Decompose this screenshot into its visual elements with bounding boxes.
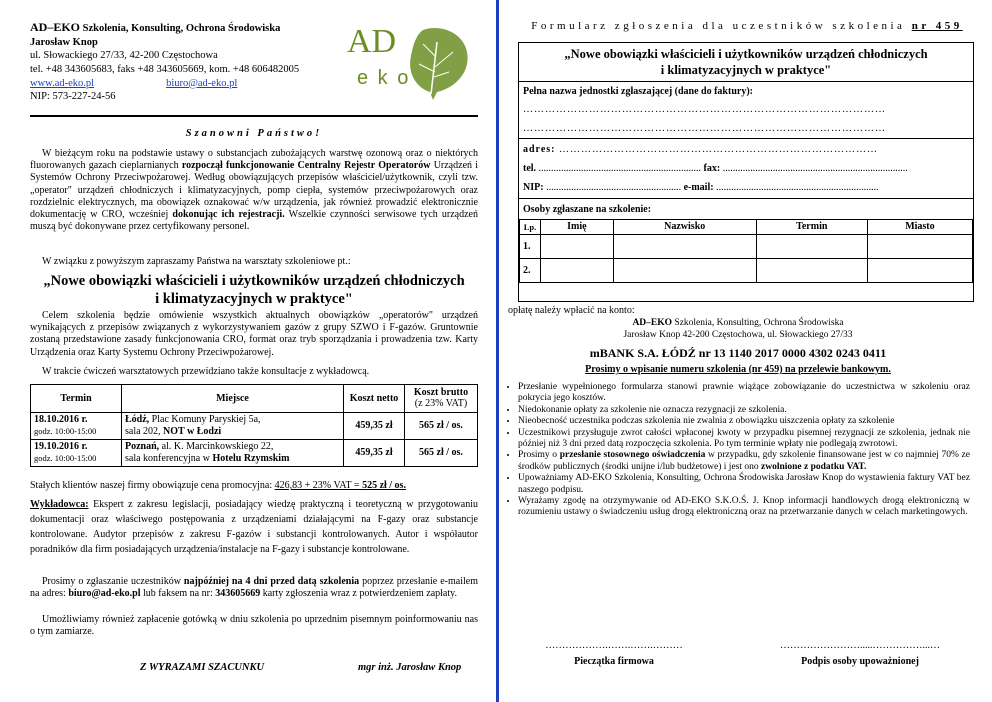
payee-address: Jarosław Knop 42-200 Częstochowa, ul. Słowackiego 27/33 <box>623 330 853 340</box>
form-header: Formularz zgłoszenia dla uczestników szkolenia nr 459 <box>531 20 963 32</box>
logo-text-ad: AD <box>347 23 397 60</box>
list-item: • Upoważniamy AD-EKO Szkolenia, Konsulting, Ochrona Środowiska Jarosław Knop do wystawienia faktury VAT bez naszego podpisu. <box>518 473 970 496</box>
table-row[interactable]: 2. <box>520 259 973 283</box>
goal-paragraph: Celem szkolenia będzie omówienie wszystkich aktualnych obowiązków „operatorów" urządzeń wynikających z przepisów związanych z wykorzystywaniem gazów z grupy SZWO i F-gazów. Gruntownie zostaną przedstawione zasady funkcjonowania CRO, format oraz tryb sporządzania i prowadzenia tzw. Karty Urządzenia oraz Karty Systemu Ochrony Przeciwpożarowej. <box>30 310 478 358</box>
unit-line-1[interactable]: ……………………………………………………………………………………… <box>523 104 886 116</box>
terms-list <box>508 382 970 519</box>
training-title: „Nowe obowiązki właścicieli i użytkowników urządzeń chłodniczych i klimatyzacyjnych w praktyce" <box>43 273 465 308</box>
list-item: • Uczestnikowi przysługuje zwrot całości wpłaconej kwoty w przypadku pisemnej rezygnacji ze szkolenia, jednak nie później niż 3 dni przed datą rozpoczęcia szkolenia. Po tym terminie wpłaty nie podlegają zwrotowi. <box>518 428 970 451</box>
company-desc: Szkolenia, Konsulting, Ochrona Środowiska <box>80 23 281 34</box>
stamp-label: Pieczątka firmowa <box>574 656 654 667</box>
owner: Jarosław Knop <box>30 36 98 48</box>
list-item: • Przesłanie wypełnionego formularza stanowi prawnie wiążące zobowiązanie do uczestnictwa w szkoleniu oraz pokrycia jego kosztów. <box>518 382 970 405</box>
table-row: 19.10.2016 r. godz. 10:00-15:00 Poznań, al. K. Marcinkowskiego 22, sala konferencyjna w Hotelu Rzymskim 459,35 zł 565 zł / os. <box>31 440 478 467</box>
nip: NIP: 573-227-24-56 <box>30 91 116 103</box>
invitation-text: W związku z powyższym zapraszamy Państwa na warsztaty szkoleniowe pt.: <box>42 256 351 267</box>
payee: AD–EKO Szkolenia, Konsulting, Ochrona Środowiska <box>632 318 844 328</box>
bank-account: mBANK S.A. ŁÓDŹ nr 13 1140 2017 0000 4302 0243 0411 <box>589 346 887 360</box>
list-item: • Prosimy o przesłanie stosownego oświadczenia w przypadku, gdy szkolenie finansowane jest w co najmniej 70% ze środków publicznych (środki unijne i/lub budżetowe) i jest ono zwolnione z podatku VAT. <box>518 450 970 473</box>
transfer-note: Prosimy o wpisanie numeru szkolenia (nr 459) na przelewie bankowym. <box>585 364 891 375</box>
list-item: • Wyrażamy zgodę na otrzymywanie od AD-EKO S.K.O.Ś. J. Knop informacji handlowych drogą elektroniczną w rozumieniu ustawy o świadczeniu usług drogą elektroniczną oraz na przetwarzanie danych w celach marketingowych. <box>518 496 970 519</box>
table-row: 18.10.2016 r. godz. 10:00-15:00 Łódź, Plac Komuny Paryskiej 5a, sala 202, NOT w Łodzi 459,35 zł 565 zł / os. <box>31 413 478 440</box>
nip-email-field[interactable]: NIP: ...................................................... e-mail: ................................................................. <box>519 175 973 199</box>
stamp-field[interactable]: ……………….…….…….……… <box>545 640 683 651</box>
company-name: AD–EKO <box>30 20 81 34</box>
col-gross: Koszt brutto (z 23% VAT) <box>405 385 478 413</box>
col-termin: Termin <box>31 385 122 413</box>
signature: mgr inż. Jarosław Knop <box>358 662 462 673</box>
closing: Z WYRAZAMI SZACUNKU <box>140 662 265 673</box>
registration-paragraph: Prosimy o zgłaszanie uczestników najpóźniej na 4 dni przed datą szkolenia poprzez przesłanie e-mailem na adres: biuro@ad-eko.pl lub faksem na nr: 343605669 karty zgłoszenia wraz z potwierdzeniem zapłaty. <box>30 576 478 600</box>
list-item: • Niedokonanie opłaty za szkolenie nie oznacza rezygnacji ze szkolenia. <box>518 405 970 416</box>
tel-fax-field[interactable]: tel. ................................................................. fax: .......................................................................... <box>523 163 908 175</box>
phones: tel. +48 343605683, faks +48 343605669, kom. +48 606482005 <box>30 63 300 75</box>
promo-price: Stałych klientów naszej firmy obowiązuje cena promocyjna: 426,83 + 23% VAT = 525 zł / os. <box>30 480 406 491</box>
registration-form <box>518 42 974 302</box>
greeting: Szanowni Państwo! <box>185 128 323 139</box>
participants-label: Osoby zgłaszane na szkolenie: <box>523 204 652 216</box>
list-item: • Nieobecność uczestnika podczas szkolenia nie zwalnia z obowiązku uiszczenia opłaty za szkolenie <box>518 416 970 427</box>
unit-line-2[interactable]: ……………………………………………………………………………………… <box>519 116 973 139</box>
logo-text-eko: e k o <box>357 67 411 89</box>
col-net: Koszt netto <box>344 385 405 413</box>
schedule-table <box>30 384 478 467</box>
col-miejsce: Miejsce <box>122 385 344 413</box>
lecturer-paragraph: Wykładowca: Ekspert z zakresu legislacji, posiadający wiedzę praktyczną i teoretyczną w przygotowaniu dokumentacji oraz właściwego postępowania z urządzeniami działającymi na F-gazy oraz substancje kontrolowane. Audytor przepisów z zakresu F-gazów i substancji kontrolowanych. Autor i współautor poradników dla firm posiadających urządzenia/instalacje na F-gazy i substancje kontrolowane. <box>30 499 478 555</box>
address: ul. Słowackiego 27/33, 42-200 Częstochowa <box>30 50 218 62</box>
address-field[interactable]: adres: …………………………………………………………………………… <box>523 144 878 156</box>
payment-label: opłatę należy wpłacić na konto: <box>508 305 635 316</box>
participants-table: Lp. Imię Nazwisko Termin Miasto 1. 2. <box>519 219 973 283</box>
page-divider <box>496 0 499 702</box>
table-row[interactable]: 1. <box>520 235 973 259</box>
email-link[interactable]: biuro@ad-eko.pl <box>166 77 238 89</box>
header-rule <box>30 115 478 117</box>
cash-paragraph: Umożliwiamy również zapłacenie gotówką w dniu szkolenia po uprzednim pisemnym poinformowaniu nas o tym zamiarze. <box>30 614 478 638</box>
signature-label: Podpis osoby upoważnionej <box>801 656 919 667</box>
workshop-note: W trakcie ćwiczeń warsztatowych przewidziano także konsultacje z wykładowcą. <box>42 366 370 377</box>
form-title: „Nowe obowiązki właścicieli i użytkowników urządzeń chłodniczych i klimatyzacyjnych w praktyce" <box>519 43 973 82</box>
letterhead <box>30 20 350 104</box>
website-link[interactable]: www.ad-eko.pl <box>30 77 95 89</box>
unit-label: Pełna nazwa jednostki zgłaszającej (dane do faktury): <box>523 86 753 98</box>
signature-field[interactable]: …………………….....……………...… <box>780 640 940 651</box>
intro-paragraph: W bieżącym roku na podstawie ustawy o substancjach zubożających warstwę ozonową oraz o niektórych fluorowanych gazach cieplarnianych rozpoczął funkcjonowanie Centralny Rejestr Operatorów Urządzeń i Systemów Ochrony Przeciwpożarowej. Według obowiązujących przepisów właściciel/użytkownik, czyli tzw. „operator" urządzeń chłodniczych i klimatyzacyjnych, pomp ciepła, systemów przeciwpożarowych oraz rozdzielnic elektrycznych, ma obowiązek oznakować w/w urządzenia, jak również prowadzić elektronicznie dokumentację w CRO, wcześniej dokonując ich rejestracji. Wszelkie czynności serwisowe tych urządzeń muszą być dokonywane przez certyfikowany personel. <box>30 148 479 233</box>
ad-eko-logo <box>345 22 475 102</box>
